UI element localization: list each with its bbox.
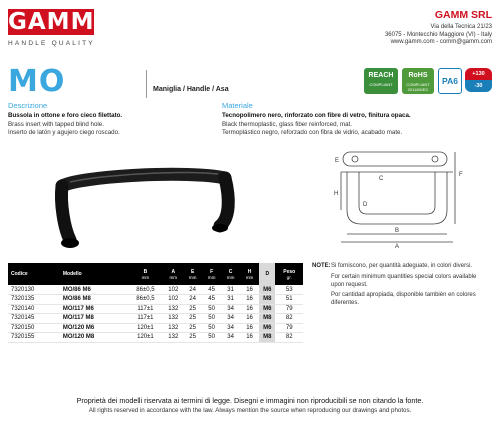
table-row [8,285,303,295]
material-section [222,101,492,138]
description-section [8,101,218,138]
col-header-unit: mm [188,274,197,280]
cell-model: MO/86 M8 [60,295,128,305]
note-label: NOTE: [312,263,331,269]
cell-model: MO/120 M6 [60,323,128,333]
col-header-label: Codice [11,271,28,277]
note-line: Si forniscono, per quantità adeguate, in colori diversi. [331,263,473,269]
cell-a: 132 [163,333,183,343]
rohs-badge [402,68,434,94]
description-line: Bussola in ottone e foro cieco filettato. [8,112,123,119]
cell-a: 132 [163,323,183,333]
description-line: Inserto de latón y agujero ciego roscado. [8,129,120,136]
cell-c: 34 [221,323,240,333]
material-line: Black thermoplastic, glass fiber reinforced, mat. [222,120,352,128]
dim-label-b: B [395,228,400,234]
product-code: MO [8,64,66,99]
col-header-unit: mm [207,274,216,280]
col-header-a [163,263,183,285]
cell-code: 7320140 [8,304,60,314]
col-header-d [259,263,275,285]
col-header-unit: mm [226,274,235,280]
dim-label-f: F [459,172,463,178]
cell-a: 132 [163,304,183,314]
table-row [8,333,303,343]
cell-code: 7320145 [8,314,60,324]
cell-c: 34 [221,333,240,343]
gamm-logo [8,9,94,35]
cell-d: M6 [259,323,275,333]
cell-code: 7320150 [8,323,60,333]
cell-f: 50 [202,323,221,333]
note-line: Por cantidad apropiada, disponible también en colores diferentes. [331,292,476,307]
cell-weight: 82 [275,333,303,343]
col-header-unit: mm [169,274,178,280]
cell-b: 117±1 [127,314,163,324]
website-line[interactable]: www.gamm.com - comm@gamm.com [390,39,492,45]
company-info [385,9,492,47]
table-row [8,314,303,324]
cell-weight: 82 [275,314,303,324]
cell-weight: 79 [275,323,303,333]
description-heading: Descrizione [8,101,48,110]
dim-label-a: A [395,244,400,248]
cell-model: MO/117 M6 [60,304,128,314]
cell-e: 25 [183,314,202,324]
cell-b: 86±0,5 [127,295,163,305]
cell-h: 16 [240,285,259,295]
table-row [8,304,303,314]
page-header [0,0,500,60]
cell-a: 102 [163,295,183,305]
cell-h: 16 [240,333,259,343]
col-header-label: Modello [62,271,82,277]
spec-table [8,263,303,343]
col-header-label: Peso [283,268,296,275]
material-line: Termoplástico negro, reforzado con fibra de vidrio, acabado mate. [222,129,403,136]
cell-f: 50 [202,304,221,314]
temperature-badge [465,68,492,94]
page-footer [0,396,500,415]
cell-d: M8 [259,314,275,324]
cell-weight: 51 [275,295,303,305]
col-header-model [60,263,128,285]
col-header-e [183,263,202,285]
cell-e: 24 [183,295,202,305]
cell-model: MO/86 M6 [60,285,128,295]
material-heading: Materiale [222,101,253,110]
cell-c: 31 [221,285,240,295]
col-header-label: E [190,268,195,275]
address-line: 36075 - Montecchio Maggiore (VI) - Italy [384,31,492,38]
address-line: Via della Tecnica 21/23 [430,24,492,30]
col-header-unit: mm [245,274,254,280]
col-header-label: F [210,268,214,275]
col-header-label: B [143,268,148,275]
cell-model: MO/120 M8 [60,333,128,343]
cell-a: 102 [163,285,183,295]
cell-code: 7320135 [8,295,60,305]
technical-drawing [325,148,475,248]
description-line: Brass insert with tapped blind hole. [8,120,104,128]
dim-label-c: C [379,176,384,182]
cell-e: 25 [183,333,202,343]
logo-tagline: HANDLE QUALITY [8,40,95,47]
cell-h: 16 [240,323,259,333]
rohs-label: RoHS [408,72,428,79]
col-header-h [240,263,259,285]
cell-f: 50 [202,314,221,324]
cell-code: 7320130 [8,285,60,295]
cell-d: M6 [259,304,275,314]
reach-sub: COMPLIANT [369,82,393,87]
cell-d: M6 [259,285,275,295]
cell-h: 16 [240,314,259,324]
cell-b: 117±1 [127,304,163,314]
cell-e: 25 [183,323,202,333]
cell-f: 45 [202,295,221,305]
product-name: Maniglia / Handle / Asa [153,86,229,93]
company-name: GAMM SRL [434,9,492,21]
cell-code: 7320155 [8,333,60,343]
table-row [8,295,303,305]
temp-min: -30 [465,80,492,92]
col-header-unit: gr. [286,274,292,280]
rohs-sub: COMPLIANT 2011/65/EC [406,82,430,92]
col-header-c [221,263,240,285]
cell-e: 24 [183,285,202,295]
product-title-row [8,64,492,98]
note-line: For certain minimum quantities special colors available upon request. [331,273,477,288]
title-divider [146,70,147,98]
col-header-unit: mm [141,274,150,280]
dim-label-h: H [334,191,339,197]
cell-d: M8 [259,295,275,305]
cell-weight: 53 [275,285,303,295]
note-body [331,263,491,311]
table-header-row [8,263,303,285]
cell-b: 120±1 [127,333,163,343]
col-header-f [202,263,221,285]
table-row [8,323,303,333]
cell-f: 50 [202,333,221,343]
copyright-italian: Proprietà dei modelli riservata ai termini di legge. Disegni e immagini non riproducibili se non citando la fonte. [76,396,424,405]
cell-h: 16 [240,304,259,314]
pa6-badge: PA6 [438,68,462,94]
logo-text: GAMM [8,9,95,35]
cell-f: 45 [202,285,221,295]
dim-label-e: E [335,158,340,164]
cell-b: 86±0,5 [127,285,163,295]
cell-h: 16 [240,295,259,305]
temp-max: +130 [465,68,492,80]
col-header-code [8,263,60,285]
reach-badge [364,68,398,94]
handle-photo [40,148,250,256]
col-header-b [127,263,163,285]
cell-model: MO/117 M8 [60,314,128,324]
col-header-label: D [265,271,270,277]
cell-c: 31 [221,295,240,305]
cell-c: 34 [221,314,240,324]
cell-e: 25 [183,304,202,314]
cell-c: 34 [221,304,240,314]
copyright-english: All rights reserved in accordance with the law. Always mention the source when reproducing our drawings and photos. [88,407,412,414]
cell-a: 132 [163,314,183,324]
col-header-label: H [247,268,252,275]
dim-label-d: D [363,202,368,208]
col-header-weight [275,263,303,285]
col-header-label: A [171,268,176,275]
col-header-label: C [228,268,233,275]
cell-b: 120±1 [127,323,163,333]
reach-label: REACH [368,72,394,79]
cell-d: M8 [259,333,275,343]
cell-weight: 79 [275,304,303,314]
material-line: Tecnopolimero nero, rinforzato con fibre di vetro, finitura opaca. [222,112,411,119]
